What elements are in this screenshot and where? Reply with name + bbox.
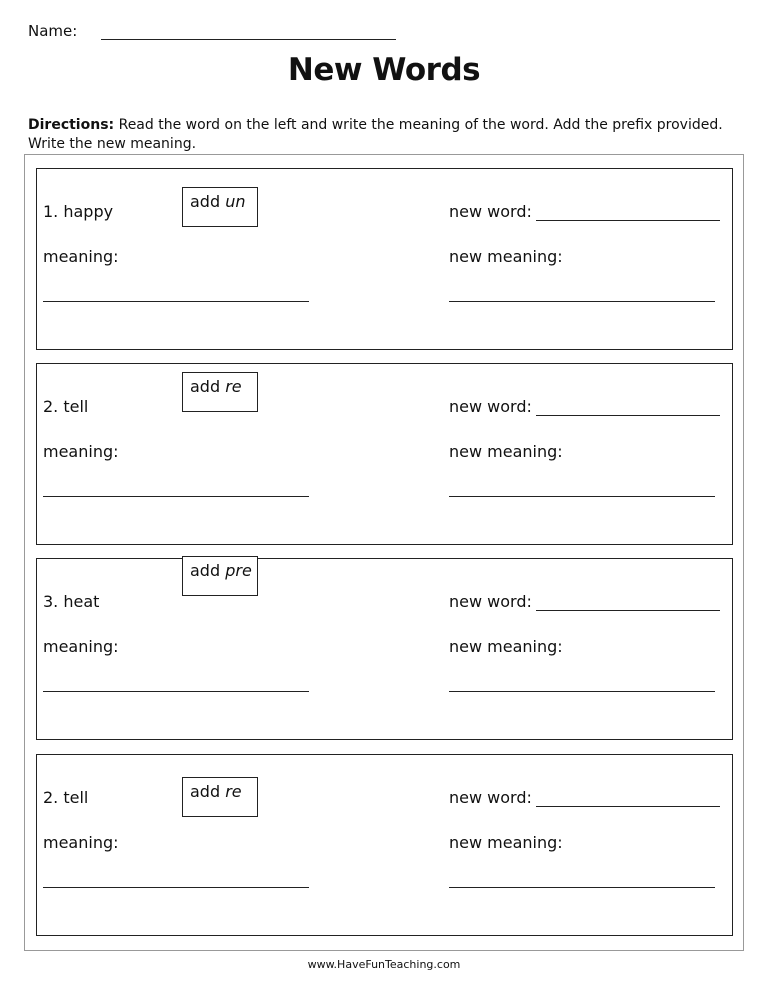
word-item-1 [36, 168, 733, 350]
footer-url: www.HaveFunTeaching.com [307, 958, 461, 971]
new-word-answer-line[interactable] [536, 400, 720, 416]
meaning-answer-line[interactable] [43, 301, 309, 302]
prefix-value: pre [225, 561, 252, 580]
prefix-label: add [190, 561, 221, 580]
word-item-3 [36, 558, 733, 740]
prefix-box [182, 777, 258, 817]
new-word-row [449, 397, 720, 416]
directions-text: Read the word on the left and write the meaning of the word. Add the prefix provided. Write the new meaning. [28, 117, 723, 152]
new-word-answer-line[interactable] [536, 791, 720, 807]
new-word-answer-line[interactable] [536, 205, 720, 221]
new-word-row [449, 788, 720, 807]
prefix-box [182, 372, 258, 412]
new-meaning-answer-line[interactable] [449, 887, 715, 888]
new-word-answer-line[interactable] [536, 595, 720, 611]
page-title: New Words [287, 52, 481, 88]
new-meaning-label: new meaning: [449, 247, 563, 266]
name-label: Name: [28, 22, 78, 40]
meaning-answer-line[interactable] [43, 887, 309, 888]
new-word-label: new word: [449, 592, 532, 611]
word-label: 2. tell [43, 788, 89, 807]
new-meaning-label: new meaning: [449, 637, 563, 656]
meaning-answer-line[interactable] [43, 691, 309, 692]
prefix-value: un [225, 192, 246, 211]
meaning-label: meaning: [43, 637, 119, 656]
new-meaning-label: new meaning: [449, 833, 563, 852]
new-word-label: new word: [449, 202, 532, 221]
prefix-label: add [190, 782, 221, 801]
meaning-label: meaning: [43, 442, 119, 461]
prefix-box [182, 556, 258, 596]
directions [28, 116, 728, 154]
word-label: 3. heat [43, 592, 100, 611]
meaning-label: meaning: [43, 247, 119, 266]
new-meaning-label: new meaning: [449, 442, 563, 461]
word-label: 1. happy [43, 202, 114, 221]
prefix-value: re [225, 377, 242, 396]
new-word-label: new word: [449, 397, 532, 416]
word-item-2 [36, 363, 733, 545]
name-row [28, 22, 396, 40]
new-word-row [449, 592, 720, 611]
prefix-value: re [225, 782, 242, 801]
name-field[interactable] [101, 25, 396, 40]
new-meaning-answer-line[interactable] [449, 301, 715, 302]
word-item-4 [36, 754, 733, 936]
word-label: 2. tell [43, 397, 89, 416]
new-meaning-answer-line[interactable] [449, 691, 715, 692]
new-word-label: new word: [449, 788, 532, 807]
new-meaning-answer-line[interactable] [449, 496, 715, 497]
meaning-label: meaning: [43, 833, 119, 852]
new-word-row [449, 202, 720, 221]
prefix-box [182, 187, 258, 227]
prefix-label: add [190, 192, 221, 211]
prefix-label: add [190, 377, 221, 396]
meaning-answer-line[interactable] [43, 496, 309, 497]
directions-label: Directions: [28, 117, 115, 133]
